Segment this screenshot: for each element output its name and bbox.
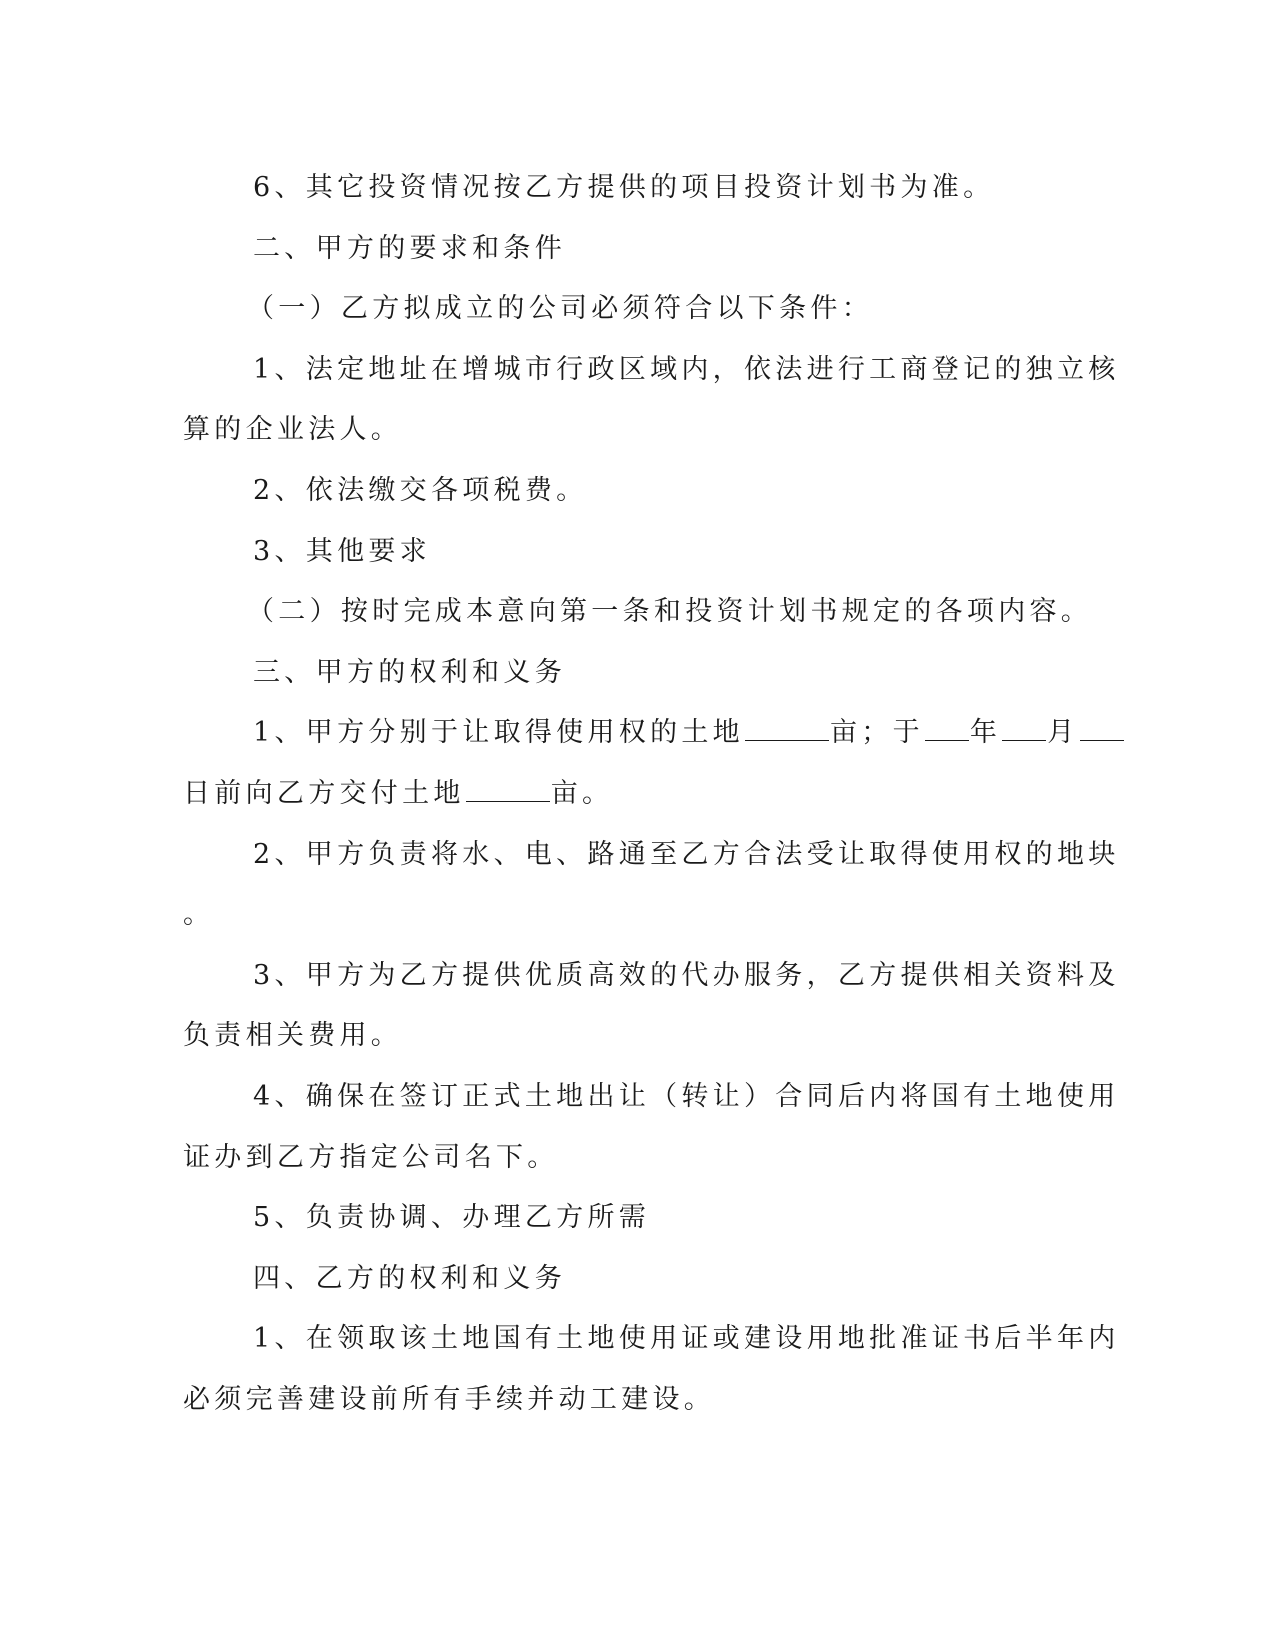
paragraph-land-delivery-line1 <box>183 703 1079 764</box>
subsection-heading-1: （一）乙方拟成立的公司必须符合以下条件： <box>247 293 873 325</box>
paragraph-certificate-line2: 证办到乙方指定公司名下。 <box>183 1141 559 1173</box>
land-text-1: 1、甲方分别于让取得使用权的土地 <box>253 717 744 749</box>
paragraph-item-3: 3、其他要求 <box>253 535 431 567</box>
blank-day <box>1080 714 1124 741</box>
paragraph-certificate-line1: 4、确保在签订正式土地出让（转让）合同后内将国有土地使用 <box>253 1080 1120 1112</box>
paragraph-item-2: 2、依法缴交各项税费。 <box>253 474 588 506</box>
section-heading-2: 二、甲方的要求和条件 <box>253 232 566 264</box>
land-text-6: 亩。 <box>550 777 614 809</box>
paragraph-item-6: 6、其它投资情况按乙方提供的项目投资计划书为准。 <box>253 172 995 203</box>
paragraph-services-line2: 负责相关费用。 <box>183 1020 403 1052</box>
blank-delivered-area <box>466 775 550 802</box>
section-heading-4: 四、乙方的权利和义务 <box>253 1262 566 1294</box>
paragraph-construction-line1: 1、在领取该土地国有土地使用证或建设用地批准证书后半年内 <box>253 1323 1120 1355</box>
subsection-heading-2: （二）按时完成本意向第一条和投资计划书规定的各项内容。 <box>247 596 1093 628</box>
paragraph-utilities-line1: 2、甲方负责将水、电、路通至乙方合法受让取得使用权的地块 <box>253 838 1120 870</box>
paragraph-utilities-line2: 。 <box>183 899 215 931</box>
paragraph-services-line1: 3、甲方为乙方提供优质高效的代办服务，乙方提供相关资料及 <box>253 959 1120 991</box>
paragraph-coordination: 5、负责协调、办理乙方所需 <box>253 1202 651 1234</box>
blank-year <box>925 714 969 741</box>
paragraph-construction-line2: 必须完善建设前所有手续并动工建设。 <box>183 1383 716 1415</box>
land-text-2: 亩；于 <box>829 717 924 749</box>
paragraph-item-1-line1: 1、法定地址在增城市行政区域内，依法进行工商登记的独立核 <box>253 353 1120 385</box>
blank-land-area <box>745 714 829 741</box>
land-text-5: 日前向乙方交付土地 <box>183 777 465 809</box>
blank-month <box>1002 714 1046 741</box>
land-text-4: 月 <box>1047 717 1079 749</box>
document-body <box>183 158 1120 1430</box>
section-heading-3: 三、甲方的权利和义务 <box>253 656 566 688</box>
land-text-3: 年 <box>969 717 1002 749</box>
paragraph-item-1-line2: 算的企业法人。 <box>183 414 403 446</box>
paragraph-land-delivery-line2 <box>183 764 1063 825</box>
